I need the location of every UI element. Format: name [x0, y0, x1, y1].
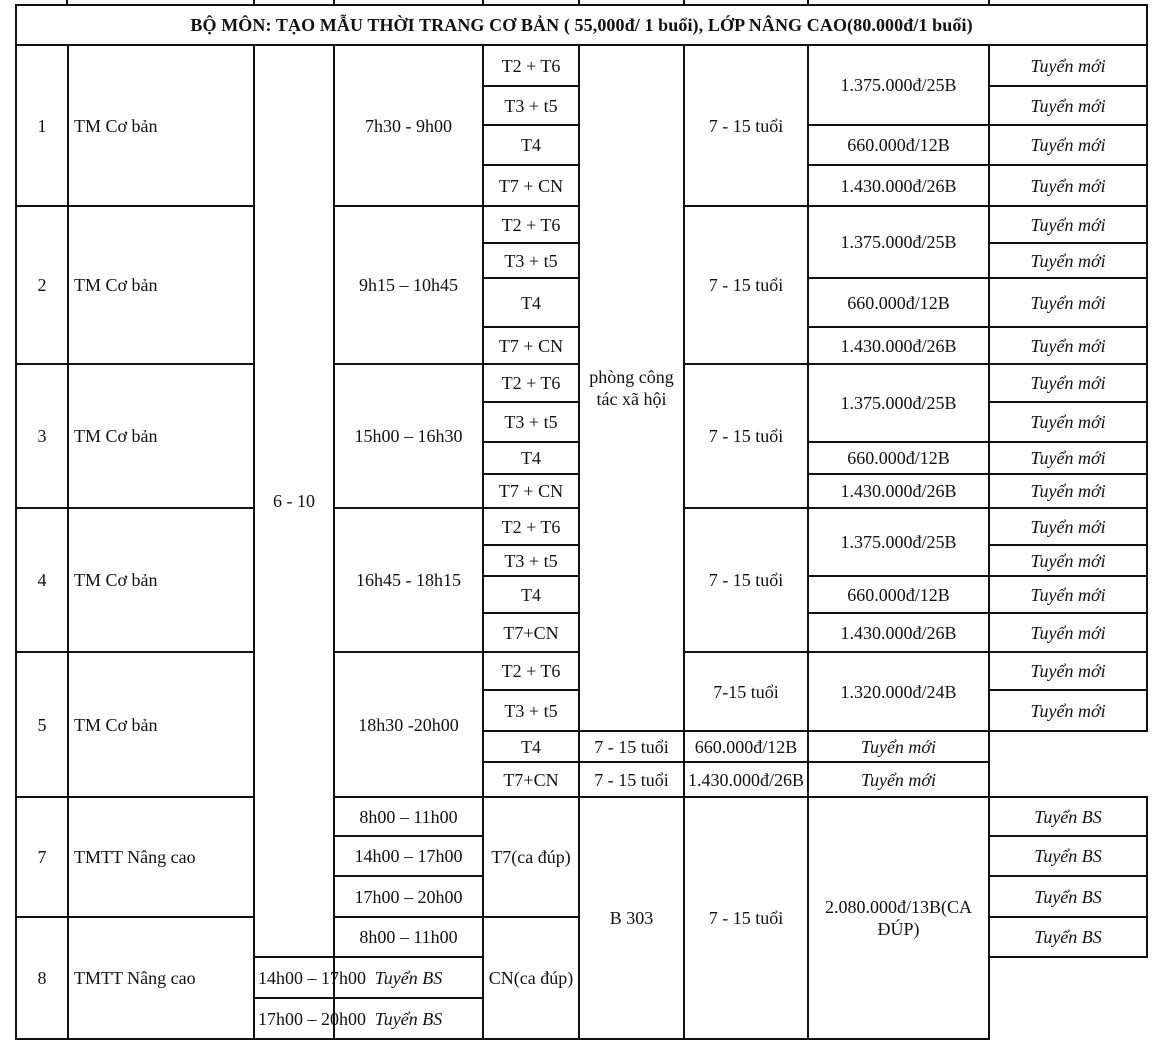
fee: 660.000đ/12B — [808, 576, 989, 613]
table-row — [16, 45, 1147, 86]
status: Tuyển mới — [989, 474, 1147, 508]
fee: 1.430.000đ/26B — [684, 762, 808, 797]
status: Tuyển mới — [989, 278, 1147, 327]
row-number: 1 — [16, 45, 68, 206]
row-number: 8 — [16, 917, 68, 1039]
class-time: 8h00 – 11h00 — [334, 917, 483, 957]
age-range: 7 - 15 tuổi — [684, 45, 808, 206]
room: B 303 — [579, 797, 684, 1039]
status: Tuyển mới — [989, 125, 1147, 165]
title-row — [16, 5, 1147, 45]
room: phòng công tác xã hội — [579, 45, 684, 731]
grade-range: 6 - 10 — [254, 45, 334, 957]
class-name: TMTT Nâng cao — [68, 917, 254, 1039]
class-days: T4 — [483, 442, 579, 474]
status: Tuyển mới — [989, 690, 1147, 731]
class-name: TM Cơ bản — [68, 364, 254, 508]
class-name: TMTT Nâng cao — [68, 797, 254, 917]
class-days: T7 + CN — [483, 327, 579, 364]
class-days: T2 + T6 — [483, 206, 579, 243]
row-number: 7 — [16, 797, 68, 917]
age-range: 7 - 15 tuổi — [579, 762, 684, 797]
fee: 1.375.000đ/25B — [808, 364, 989, 442]
status: Tuyển mới — [989, 327, 1147, 364]
class-days: T4 — [483, 731, 579, 762]
class-days: CN(ca đúp) — [483, 917, 579, 1039]
class-time: 17h00 – 20h00 — [254, 998, 334, 1039]
age-range: 7-15 tuổi — [684, 652, 808, 731]
status: Tuyển mới — [989, 442, 1147, 474]
class-name: TM Cơ bản — [68, 508, 254, 652]
status: Tuyển mới — [989, 206, 1147, 243]
class-days: T3 + t5 — [483, 86, 579, 125]
status: Tuyển mới — [989, 45, 1147, 86]
class-days: T2 + T6 — [483, 652, 579, 690]
status: Tuyển BS — [989, 876, 1147, 917]
fee: 1.320.000đ/24B — [808, 652, 989, 731]
fee: 2.080.000đ/13B(CA ĐÚP) — [808, 797, 989, 1039]
class-days: T2 + T6 — [483, 508, 579, 545]
status: Tuyển mới — [989, 243, 1147, 278]
status: Tuyển mới — [808, 731, 989, 762]
class-name: TM Cơ bản — [68, 652, 254, 797]
status: Tuyển mới — [989, 652, 1147, 690]
status: Tuyển BS — [989, 836, 1147, 876]
class-time: 14h00 – 17h00 — [254, 957, 334, 998]
class-days: T4 — [483, 278, 579, 327]
fee: 1.430.000đ/26B — [808, 327, 989, 364]
class-days: T7(ca đúp) — [483, 797, 579, 917]
class-time: 18h30 -20h00 — [334, 652, 483, 797]
status: Tuyển mới — [989, 402, 1147, 442]
class-name: TM Cơ bản — [68, 45, 254, 206]
status: Tuyển mới — [989, 545, 1147, 576]
status: Tuyển mới — [808, 762, 989, 797]
class-days: T3 + t5 — [483, 402, 579, 442]
fee: 660.000đ/12B — [808, 125, 989, 165]
fee: 660.000đ/12B — [808, 278, 989, 327]
age-range: 7 - 15 tuổi — [684, 206, 808, 364]
row-number: 3 — [16, 364, 68, 508]
class-time: 14h00 – 17h00 — [334, 836, 483, 876]
table-title: BỘ MÔN: TẠO MẪU THỜI TRANG CƠ BẢN ( 55,000đ/ 1 buổi), LỚP NÂNG CAO(80.000đ/1 buổi) — [16, 5, 1147, 45]
row-number: 4 — [16, 508, 68, 652]
fee: 1.375.000đ/25B — [808, 508, 989, 576]
age-range: 7 - 15 tuổi — [579, 731, 684, 762]
fee: 1.430.000đ/26B — [808, 165, 989, 206]
class-name: TM Cơ bản — [68, 206, 254, 364]
class-days: T7+CN — [483, 762, 579, 797]
class-time: 9h15 – 10h45 — [334, 206, 483, 364]
class-days: T7+CN — [483, 613, 579, 652]
status: Tuyển BS — [989, 797, 1147, 836]
class-time: 17h00 – 20h00 — [334, 876, 483, 917]
class-days: T3 + t5 — [483, 545, 579, 576]
age-range: 7 - 15 tuổi — [684, 797, 808, 1039]
class-time: 7h30 - 9h00 — [334, 45, 483, 206]
status: Tuyển mới — [989, 508, 1147, 545]
age-range: 7 - 15 tuổi — [684, 364, 808, 508]
fee: 1.430.000đ/26B — [808, 613, 989, 652]
class-time: 16h45 - 18h15 — [334, 508, 483, 652]
fee: 1.375.000đ/25B — [808, 206, 989, 278]
class-schedule-table — [15, 4, 1148, 1040]
fee: 660.000đ/12B — [684, 731, 808, 762]
class-days: T7 + CN — [483, 165, 579, 206]
row-number: 2 — [16, 206, 68, 364]
class-days: T7 + CN — [483, 474, 579, 508]
status: Tuyển mới — [989, 576, 1147, 613]
class-days: T3 + t5 — [483, 243, 579, 278]
table-row — [16, 797, 1147, 836]
class-days: T4 — [483, 125, 579, 165]
fee: 1.375.000đ/25B — [808, 45, 989, 125]
status: Tuyển BS — [334, 957, 483, 998]
class-time: 15h00 – 16h30 — [334, 364, 483, 508]
status: Tuyển mới — [989, 613, 1147, 652]
class-days: T2 + T6 — [483, 45, 579, 86]
status: Tuyển mới — [989, 86, 1147, 125]
fee: 1.430.000đ/26B — [808, 474, 989, 508]
class-days: T2 + T6 — [483, 364, 579, 402]
status: Tuyển mới — [989, 165, 1147, 206]
status: Tuyển mới — [989, 364, 1147, 402]
status: Tuyển BS — [334, 998, 483, 1039]
class-days: T4 — [483, 576, 579, 613]
age-range: 7 - 15 tuổi — [684, 508, 808, 652]
status: Tuyển BS — [989, 917, 1147, 957]
class-time: 8h00 – 11h00 — [334, 797, 483, 836]
row-number: 5 — [16, 652, 68, 797]
fee: 660.000đ/12B — [808, 442, 989, 474]
class-days: T3 + t5 — [483, 690, 579, 731]
